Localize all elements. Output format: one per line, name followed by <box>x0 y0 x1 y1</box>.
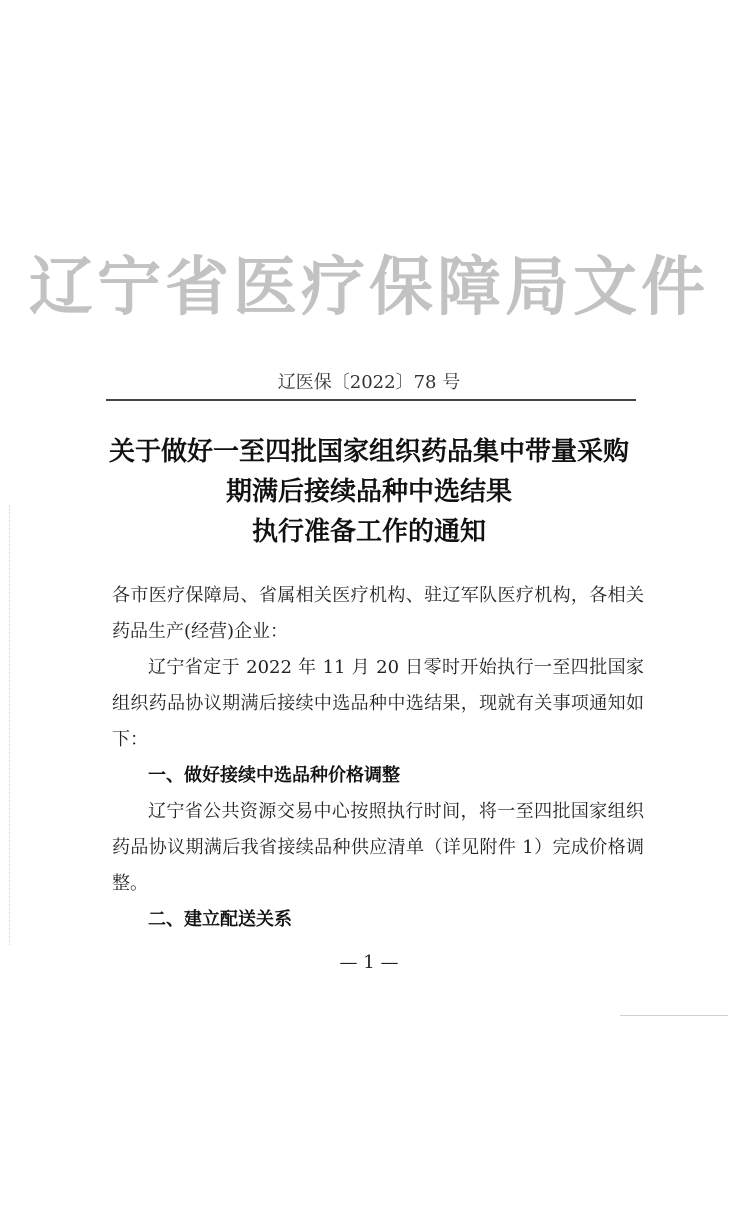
document-body <box>112 578 644 938</box>
page-number: — 1 — <box>339 952 399 973</box>
section-2-heading: 二、建立配送关系 <box>148 909 292 930</box>
title-line-3: 执行准备工作的通知 <box>251 517 486 547</box>
title-line-2: 期满后接续品种中选结果 <box>225 477 512 507</box>
scan-margin-dots <box>9 505 11 945</box>
addressee-paragraph: 各市医疗保障局、省属相关医疗机构、驻辽军队医疗机构，各相关药品生产(经营)企业： <box>112 585 644 642</box>
document-header-title: 辽宁省医疗保障局文件 <box>29 251 709 325</box>
document-number: 辽医保〔2022〕78 号 <box>277 372 461 393</box>
header-divider <box>106 399 636 401</box>
scan-edge-mark <box>620 1015 728 1016</box>
section-1-heading: 一、做好接续中选品种价格调整 <box>148 765 400 786</box>
intro-paragraph: 辽宁省定于 2022 年 11 月 20 日零时开始执行一至四批国家组织药品协议期满后接续中选品种中选结果，现就有关事项通知如下： <box>112 657 644 750</box>
title-line-1: 关于做好一至四批国家组织药品集中带量采购 <box>108 437 629 467</box>
document-title <box>0 432 738 552</box>
section-1-paragraph: 辽宁省公共资源交易中心按照执行时间，将一至四批国家组织药品协议期满后我省接续品种供应清单（详见附件 1）完成价格调整。 <box>112 801 644 894</box>
